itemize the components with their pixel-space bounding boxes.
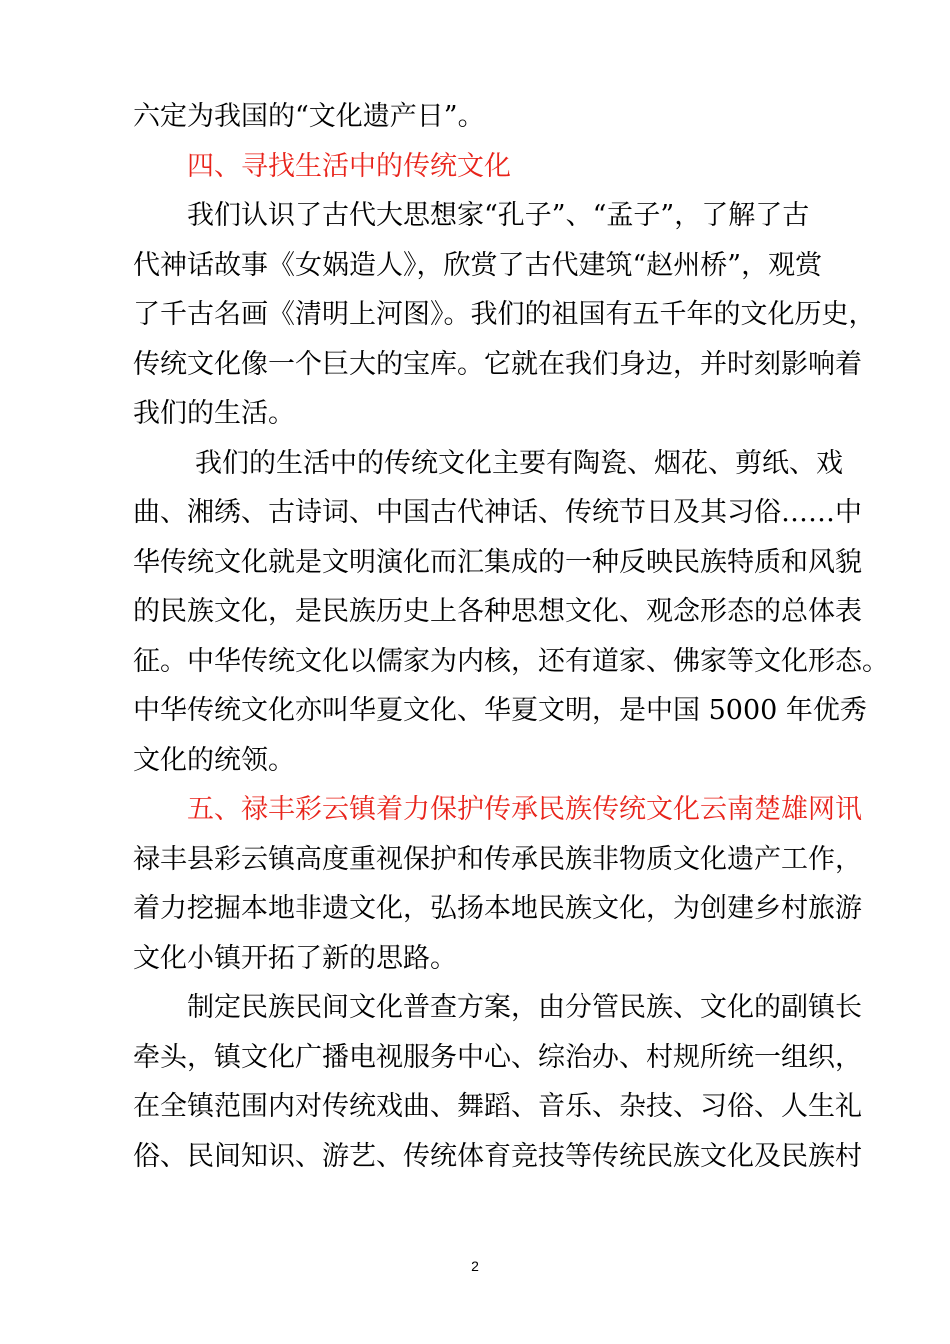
body-line: 传统文化像一个巨大的宝库。它就在我们身边，并时刻影响着: [133, 348, 862, 380]
body-line: 曲、湘绣、古诗词、中国古代神话、传统节日及其习俗……中: [133, 497, 862, 528]
body-line: 在全镇范围内对传统戏曲、舞蹈、音乐、杂技、习俗、人生礼: [133, 1091, 862, 1122]
section-heading-4: 四、寻找生活中的传统文化: [187, 150, 511, 182]
body-line: 禄丰县彩云镇高度重视保护和传承民族非物质文化遗产工作，: [133, 843, 862, 875]
body-line: 着力挖掘本地非遗文化，弘扬本地民族文化，为创建乡村旅游: [133, 893, 862, 924]
page-number: 2: [471, 1258, 479, 1274]
section-heading-5: 五、禄丰彩云镇着力保护传承民族传统文化云南楚雄网讯: [187, 794, 862, 825]
body-line: 征。中华传统文化以儒家为内核，还有道家、佛家等文化形态。: [133, 645, 889, 677]
body-line: 牵头，镇文化广播电视服务中心、综治办、村规所统一组织，: [133, 1041, 862, 1073]
body-line: 文化的统领。: [133, 744, 295, 776]
paragraph-first-line: 制定民族民间文化普查方案，由分管民族、文化的副镇长: [187, 992, 862, 1023]
body-line: 了千古名画《清明上河图》。我们的祖国有五千年的文化历史，: [133, 299, 876, 330]
body-line: 俗、民间知识、游艺、传统体育竞技等传统民族文化及民族村: [133, 1140, 862, 1172]
body-line: 华传统文化就是文明演化而汇集成的一种反映民族特质和风貌: [133, 546, 862, 578]
document-body: [133, 92, 889, 1181]
body-line: 中华传统文化亦叫华夏文化、华夏文明，是中国 5000 年优秀: [133, 695, 867, 726]
body-line: 的民族文化，是民族历史上各种思想文化、观念形态的总体表: [133, 596, 862, 627]
paragraph-first-line: 我们认识了古代大思想家“孔子”、“孟子”，了解了古: [187, 200, 810, 231]
body-line: 文化小镇开拓了新的思路。: [133, 942, 457, 974]
body-line: 我们的生活。: [133, 398, 295, 429]
body-line: 六定为我国的“文化遗产日”。: [133, 101, 485, 132]
body-line: 代神话故事《女娲造人》，欣赏了古代建筑“赵州桥”，观赏: [133, 249, 823, 281]
paragraph-first-line: 我们的生活中的传统文化主要有陶瓷、烟花、剪纸、戏: [195, 447, 843, 479]
